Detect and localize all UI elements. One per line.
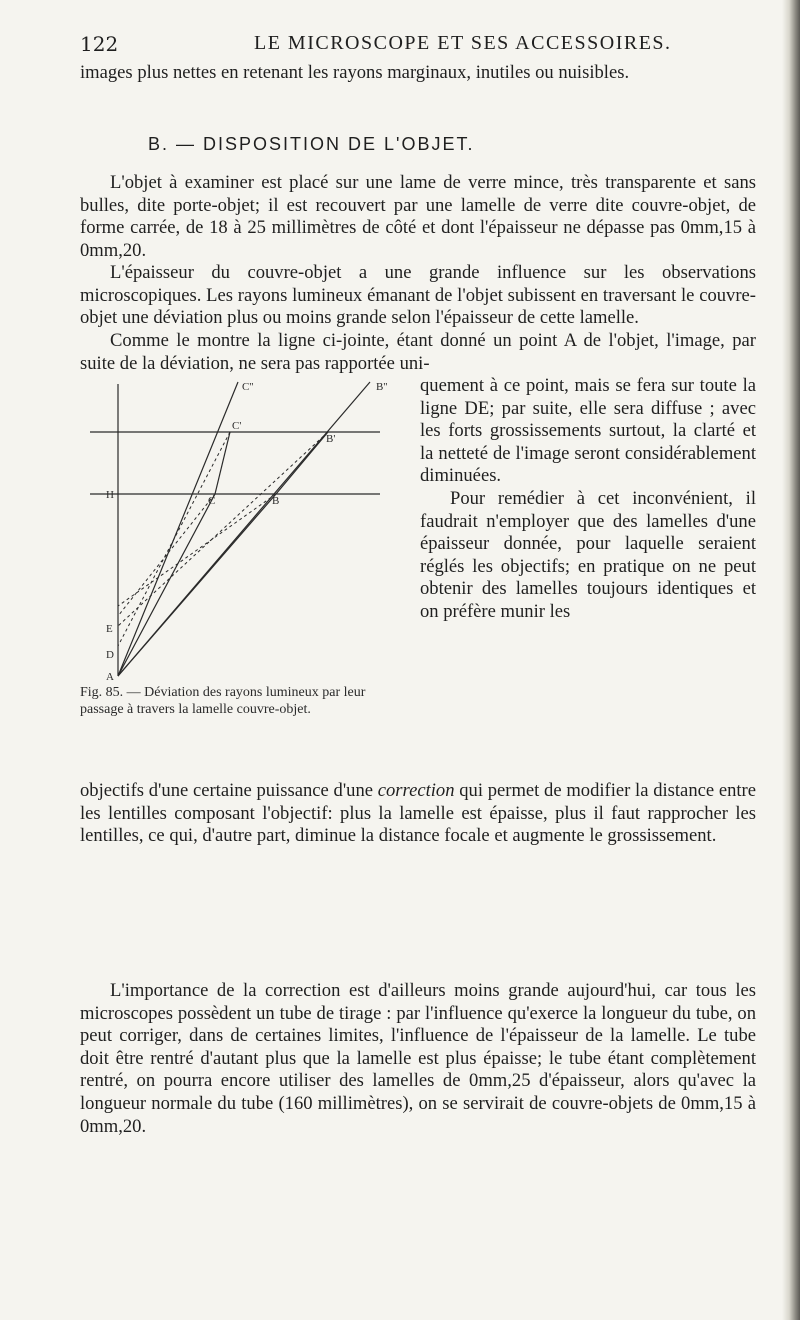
page-header [80,30,760,62]
ray-c-lower [118,494,215,676]
paragraph-figure-reference: Comme le montre la ligne ci-jointe, étant donné un point A de l'objet, l'image, par suite de la déviation, ne sera pas rapportée uni- [80,330,756,374]
running-head: LE MICROSCOPE ET SES ACCESSOIRES. [254,32,672,54]
label-a: A [106,671,114,683]
ray-c-dotted [118,494,215,616]
figure-caption: Fig. 85. — Déviation des rayons lumineux par leur passage à travers la lamelle couvre-objet. [80,685,366,717]
label-h: H [106,489,114,501]
correction-lead: objectifs d'une certaine puissance d'une [80,780,378,801]
ray-c-double-prime [118,382,238,676]
intro-paragraph: images plus nettes en retenant les rayons marginaux, inutiles ou nuisibles. [80,62,630,83]
ray-b-lower [118,494,276,676]
label-c: C [208,495,216,507]
ray-deviation-diagram [80,376,400,686]
page-number: 122 [80,32,119,56]
column-paragraph-remedy: Pour remédier à cet inconvénient, il faudrait n'employer que des lamelles d'une épaisseur donnée, pour laquelle seraient réglés les objectifs; en pratique on ne peut obtenir des lamelles toujours identiques et on préfère munir les [420,487,756,622]
ray-c-backward-extension [118,432,230,646]
label-b-prime: B' [326,433,336,445]
column-paragraph-continuation: quement à ce point, mais se fera sur toute la ligne DE; par suite, elle sera diffuse ; avec les forts grossissements surtout, la clarté et la netteté de l'image seront considérablement diminuées. [420,375,756,487]
ray-b-dotted [118,494,276,606]
label-b: B [272,495,280,507]
ray-b-in-glass [276,432,328,494]
page-edge-shadow [782,0,800,1320]
correction-tail: qui permet de modifier la distance entre les lentilles composant l'objectif: plus la lamelle est épaisse, plus il faut rapprocher les lentilles, ce qui, d'autre part, diminue la distance focale et augmente le grossissement. [80,780,756,847]
right-column [420,375,756,624]
paragraph-correction [80,780,756,848]
label-c-double-prime: C'' [242,381,254,393]
paragraph-object-placement: L'objet à examiner est placé sur une lame de verre mince, très transparente et sans bulles, dite porte-objet; il est recouvert par une lamelle de verre dite couvre-objet, de forme carrée, de 18 à 25 millimètres de côté et dont l'épaisseur ne dépasse pas 0mm,15 à 0mm,20. [80,172,756,261]
paragraph-draw-tube: L'importance de la correction est d'ailleurs moins grande aujourd'hui, car tous les microscopes possèdent un tube de tirage : par l'influence qu'exerce la longueur du tube, on peut corriger, dans de certaines limites, l'influence de l'épaisseur de la lamelle. Le tube doit être rentré d'autant plus que la lamelle est plus épaisse; le tube étant complètement rentré, on pourra encore utiliser des lamelles de 0mm,25 d'épaisseur, alors qu'avec la longueur normale du tube (160 millimètres), on se servirait de couvre-objets de 0mm,15 à 0mm,20. [80,980,756,1137]
figure-ray-deviation [80,376,400,686]
label-b-double-prime: B'' [376,381,388,393]
correction-term: correction [377,780,455,801]
label-d: D [106,649,114,661]
paragraph-coverslip-thickness: L'épaisseur du couvre-objet a une grande influence sur les observations microscopiques. Les rayons lumineux émanant de l'objet subissent en traversant le couvre-objet une déviation plus ou moins grande selon l'épaisseur de cette lamelle. [80,262,756,329]
label-c-prime: C' [232,420,242,432]
section-heading: B. — DISPOSITION DE L'OBJET. [148,134,475,154]
label-e: E [106,623,113,635]
ray-c-in-glass [215,432,230,494]
